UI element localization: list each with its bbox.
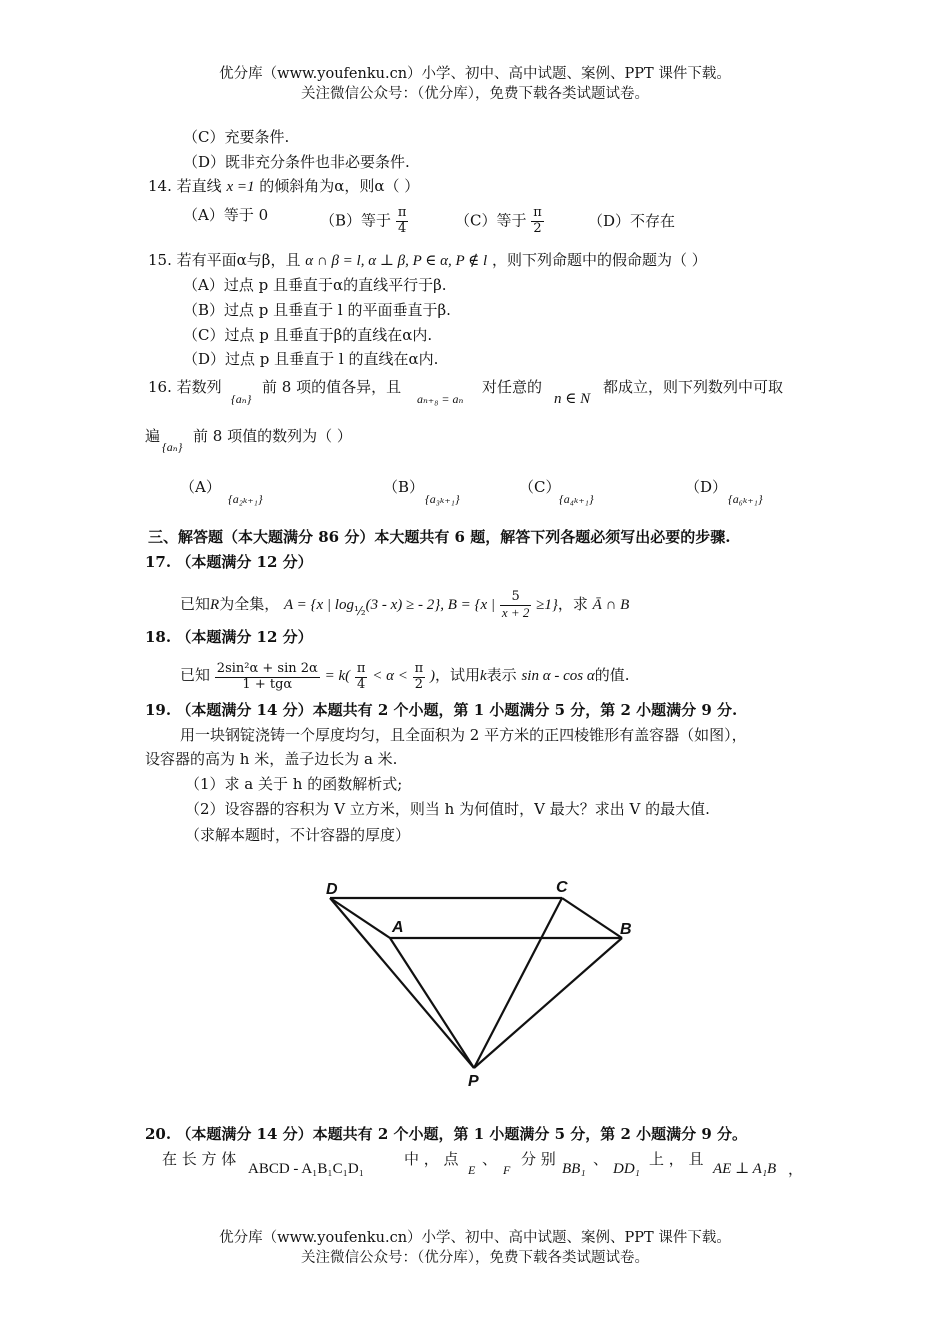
q14-option-b [320, 206, 408, 237]
q20-text-4: 上 ， 且 [649, 1150, 704, 1168]
fraction-numerator: 2sin²α + sin 2α [216, 661, 318, 676]
q15-text: 若有平面α与β，且 [176, 251, 301, 269]
q18-equals-k: = k( [324, 667, 351, 684]
q14-text: 若直线 [176, 177, 222, 195]
q19-title: 19. （本题满分 14 分）本题共有 2 个小题，第 1 小题满分 5 分，第 2 小题满分 9 分. [145, 701, 738, 719]
q16-line2-text: 前 8 项值的数列为（ ） [193, 427, 352, 445]
header-line-2: 关注微信公众号：（优分库），免费下载各类试题试卷。 [301, 86, 649, 102]
q14-option-c-label: （C）等于 [455, 211, 527, 230]
q20-perpendicular: AE ⊥ A₁B [713, 1161, 777, 1177]
q14-option-c [455, 206, 544, 237]
vertex-label-p: P [468, 1073, 479, 1090]
q16-option-a-label: （A） [180, 478, 221, 496]
edge-cb [562, 898, 622, 938]
q19-note: （求解本题时，不计容器的厚度） [185, 826, 411, 844]
q19-paragraph-1: 用一块钢锭浇铸一个厚度均匀，且全面积为 2 平方米的正四棱锥形有盖容器（如图）， [180, 726, 747, 744]
q18-title: 18. （本题满分 12 分） [145, 628, 313, 646]
q20-dd1: DD₁ [613, 1161, 640, 1177]
q15-stem [148, 251, 707, 270]
q16-text-2: 前 8 项的值各异，且 [262, 378, 402, 396]
q20-text-2: 中 ， 点 [404, 1150, 459, 1168]
fraction-numerator: π [356, 661, 366, 676]
q14-option-b-fraction [396, 206, 409, 237]
q19-sub-1: （1）求 a 关于 h 的函数解析式; [185, 775, 403, 793]
footer-line-2: 关注微信公众号：（优分库），免费下载各类试题试卷。 [301, 1250, 649, 1266]
q17-set-b-2: ≥1} [536, 596, 558, 613]
q20-text-3: 分 别 [521, 1150, 556, 1168]
q18-fraction [215, 662, 320, 693]
q17-fraction [500, 590, 532, 621]
fraction-numerator: π [533, 205, 542, 220]
q17-log-base: ½ [353, 603, 366, 618]
q17-text-3: ，求 [557, 594, 588, 613]
q17-statement [180, 590, 629, 621]
edge-bp [474, 938, 622, 1068]
q18-text-1: 已知 [180, 665, 211, 684]
fraction-numerator: π [414, 661, 424, 676]
q16-option-c-label: （C） [519, 478, 561, 496]
q16-option-d-seq: {a₆ₖ₊₁} [728, 492, 763, 506]
q20-text-1: 在 长 方 体 [162, 1150, 237, 1168]
q16-line2-prefix: 遍 [145, 427, 161, 445]
header-line-1: 优分库（www.youfenku.cn）小学、初中、高中试题、案例、PPT 课件下载。 [219, 66, 731, 82]
q15-text-2: ，则下列命题中的假命题为（ ） [491, 251, 707, 269]
q14-text-2: 的倾斜角为α，则α（ ） [259, 177, 420, 195]
fraction-numerator: 5 [500, 590, 532, 606]
q16-number: 16. [148, 378, 172, 396]
q16-text-3: 对任意的 [482, 378, 543, 396]
q16-text-4: 都成立，则下列数列中可取 [603, 378, 784, 396]
q18-text-3: 表示 [486, 665, 517, 684]
fraction-denominator: 4 [397, 220, 407, 236]
q16-option-b-seq: {a₃ₖ₊₁} [425, 492, 460, 506]
q17-text-2: 为全集， [219, 594, 280, 613]
q16-number-text [148, 378, 222, 396]
q18-text-2: ，试用 [434, 665, 480, 684]
vertex-label-c: C [556, 879, 568, 896]
vertex-label-b: B [620, 921, 632, 938]
q14-equation: x =1 [226, 179, 255, 195]
q18-statement [180, 662, 629, 693]
q15-conditions: α ∩ β = l, α ⊥ β, P ∈ α, P ∉ l [305, 253, 488, 269]
q18-expression: sin α - cos α [521, 667, 595, 684]
q20-title: 20. （本题满分 14 分）本题共有 2 个小题，第 1 小题满分 5 分，第 2 小题满分 9 分。 [145, 1125, 748, 1143]
q17-title: 17. （本题满分 12 分） [145, 553, 313, 571]
q18-inequality: < α < [372, 667, 408, 684]
vertex-label-d: D [326, 881, 338, 898]
q20-sep-2: 、 [593, 1150, 609, 1168]
q16-option-a-seq: {a₂ₖ₊₁} [228, 492, 263, 506]
q17-text-1: 已知 [180, 594, 211, 613]
fraction-denominator: 2 [414, 676, 424, 692]
q18-k: k [479, 667, 487, 684]
q14-option-a: （A）等于 0 [183, 206, 269, 224]
q18-close: ) [429, 667, 435, 684]
q17-set-a-2: (3 - x) ≥ - 2}, B = {x | [365, 596, 496, 613]
q13-option-d: （D）既非充分条件也非必要条件. [183, 153, 410, 171]
q16-option-b-label: （B） [383, 478, 425, 496]
q20-box: ABCD - A₁B₁C₁D₁ [248, 1161, 364, 1177]
q19-paragraph-2: 设容器的高为 h 米，盖子边长为 a 米. [145, 750, 398, 768]
pyramid-figure [310, 870, 650, 1090]
q15-number: 15. [148, 251, 172, 269]
q17-set-a: A = {x | log [283, 596, 354, 613]
fraction-denominator: 2 [533, 220, 542, 236]
q14-option-d: （D）不存在 [588, 212, 676, 230]
q16-sequence: {aₙ} [231, 392, 252, 406]
q17-universal-set: R [210, 596, 220, 613]
vertex-label-a: A [392, 919, 404, 936]
q20-point-f: F [503, 1163, 511, 1177]
q19-sub-2: （2）设容器的容积为 V 立方米，则当 h 为何值时，V 最大？求出 V 的最大值. [185, 800, 710, 818]
q15-option-c: （C）过点 p 且垂直于β的直线在α内. [183, 326, 433, 344]
q20-bb1: BB₁ [562, 1161, 586, 1177]
q14-stem [148, 177, 419, 196]
footer-line-1: 优分库（www.youfenku.cn）小学、初中、高中试题、案例、PPT 课件下载。 [219, 1230, 731, 1246]
q17-ask: Ā ∩ B [592, 596, 630, 613]
q18-text-4: 的值. [594, 665, 630, 684]
q15-option-b: （B）过点 p 且垂直于 l 的平面垂直于β. [183, 301, 451, 319]
q16-n-in-n: n ∈ N [554, 391, 591, 407]
q16-text-1: 若数列 [176, 378, 222, 396]
section-3-heading: 三、解答题（本大题满分 86 分）本大题共有 6 题，解答下列各题必须写出必要的步骤. [148, 528, 731, 546]
q18-pi-over-2 [413, 662, 426, 693]
edge-cp [474, 898, 562, 1068]
q13-option-c: （C）充要条件. [183, 128, 290, 146]
q14-option-c-fraction [531, 206, 544, 237]
q20-comma: ， [788, 1160, 804, 1178]
q18-pi-over-4 [355, 662, 368, 693]
q16-sequence-2: {aₙ} [162, 440, 183, 454]
q16-option-d-label: （D） [685, 478, 728, 496]
q15-option-d: （D）过点 p 且垂直于 l 的直线在α内. [183, 350, 439, 368]
q14-number: 14. [148, 177, 172, 195]
fraction-numerator: π [397, 205, 407, 220]
fraction-denominator: 1 + tgα [242, 676, 293, 692]
q16-option-c-seq: {a₄ₖ₊₁} [559, 492, 594, 506]
q14-option-b-label: （B）等于 [320, 211, 392, 230]
edge-ap [390, 938, 474, 1068]
fraction-denominator: x + 2 [501, 604, 530, 620]
fraction-denominator: 4 [357, 676, 366, 692]
q20-point-e: E [468, 1163, 476, 1177]
q20-sep: 、 [482, 1150, 498, 1168]
q16-equation: aₙ₊₈ = aₙ [417, 392, 464, 406]
q15-option-a: （A）过点 p 且垂直于α的直线平行于β. [183, 276, 447, 294]
